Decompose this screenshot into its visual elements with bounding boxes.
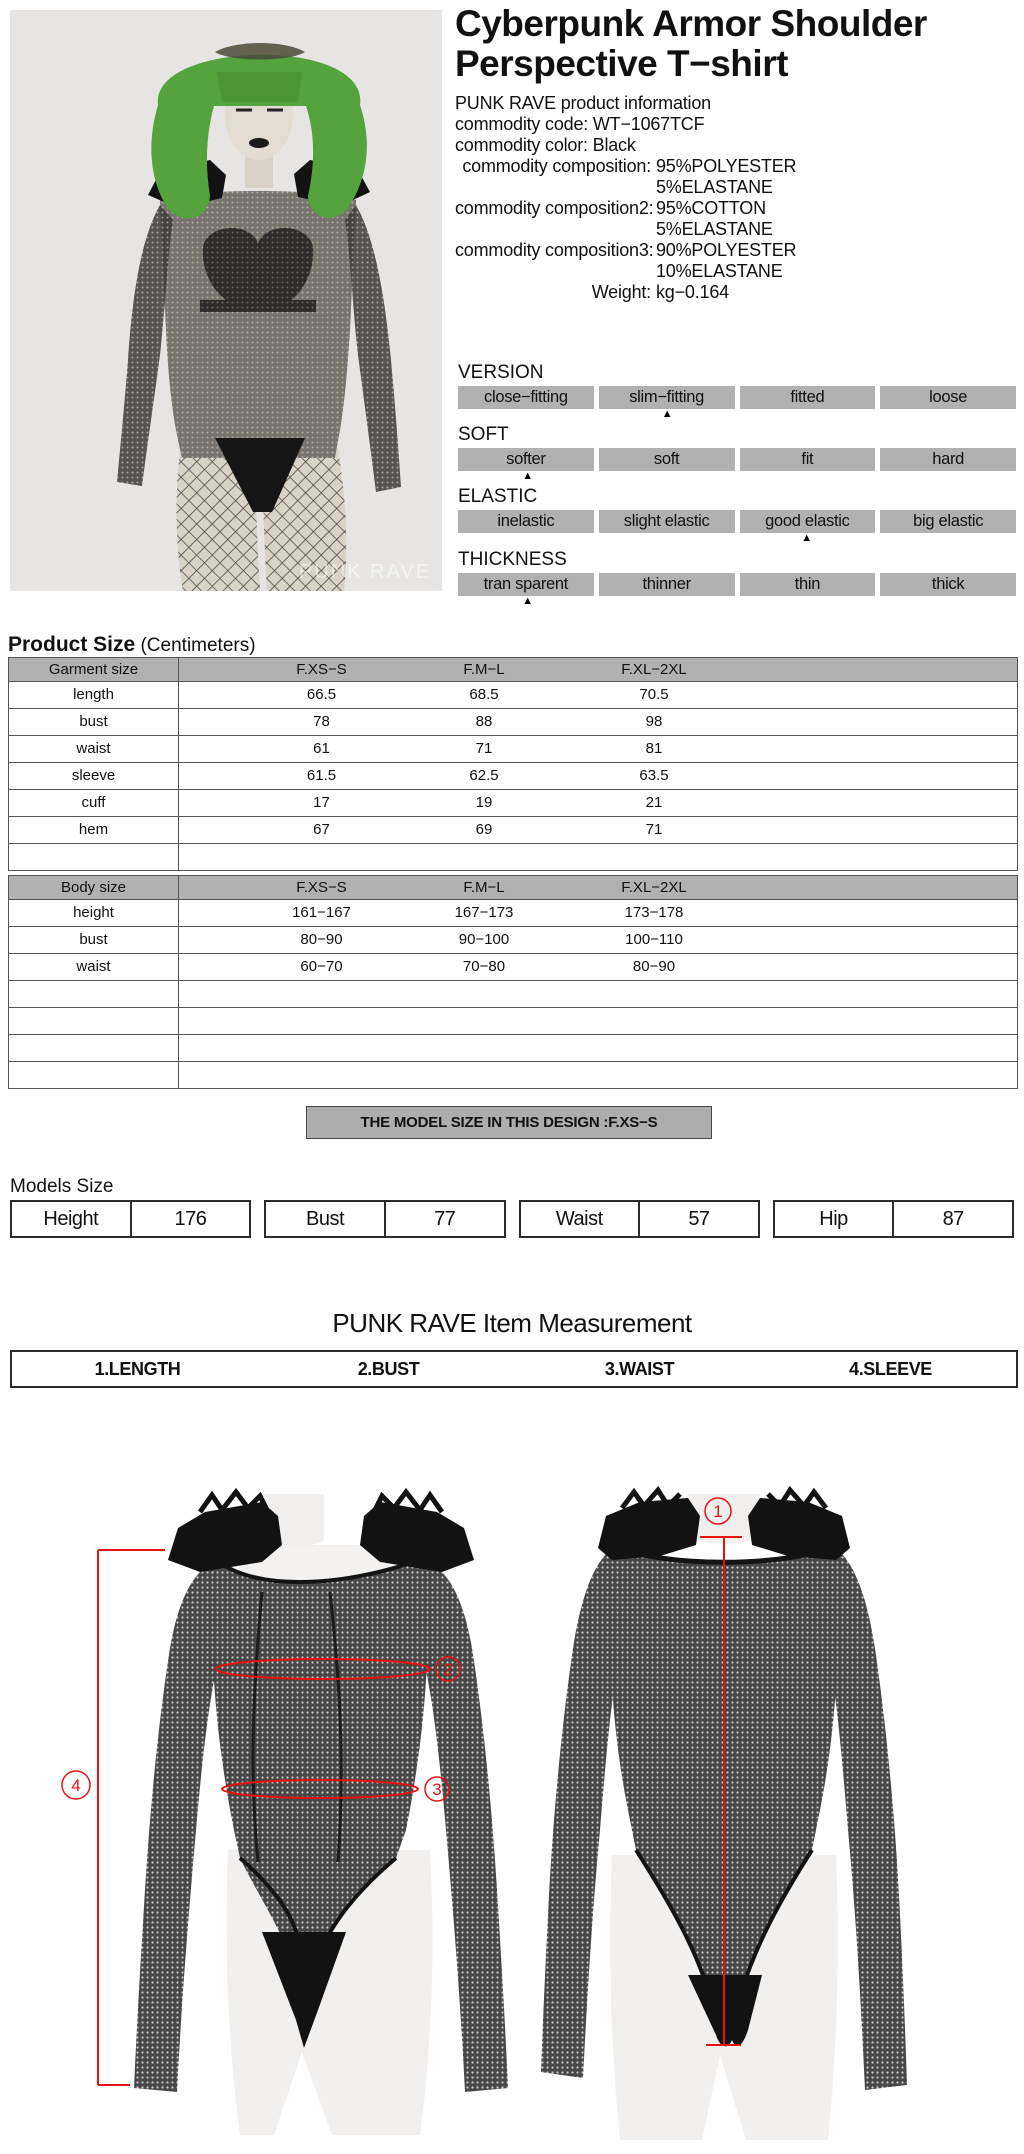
table-row: [9, 1035, 1017, 1062]
table-row: cuff 17 19 21: [9, 790, 1017, 817]
composition3-value: 90%POLYESTER 10%ELASTANE: [656, 239, 797, 281]
info-heading: PUNK RAVE product information: [455, 92, 711, 113]
column-header: F.XL−2XL: [621, 879, 687, 896]
title-line-1: Cyberpunk Armor Shoulder: [455, 3, 927, 44]
commodity-code: commodity code: WT−1067TCF: [455, 113, 705, 134]
body-size-table: [8, 875, 1018, 1089]
weight-label: Weight:: [591, 281, 651, 302]
version-options: [458, 386, 1016, 409]
measurement-item: 2.BUST: [357, 1359, 420, 1379]
measurement-item: 4.SLEEVE: [849, 1359, 932, 1379]
table-row: [9, 1008, 1017, 1035]
thickness-label: THICKNESS: [458, 549, 567, 570]
selected-marker-arrow-icon: ▲: [522, 470, 534, 482]
models-size-label: Waist: [521, 1202, 641, 1236]
table-row: [9, 981, 1017, 1008]
composition1-value: 95%POLYESTER 5%ELASTANE: [656, 155, 797, 197]
attribute-thickness: [458, 550, 1016, 610]
annotation-label-2: 2: [443, 1660, 453, 1679]
measurement-title: PUNK RAVE Item Measurement: [332, 1308, 692, 1338]
elastic-options: [458, 510, 1016, 533]
table-row: [9, 1062, 1017, 1088]
measurement-diagram: [0, 1450, 1024, 2154]
commodity-color: commodity color: Black: [455, 134, 636, 155]
version-label: VERSION: [458, 362, 544, 383]
elastic-label: ELASTIC: [458, 486, 538, 507]
version-option: slim−fitting: [599, 386, 735, 409]
annotation-label-3: 3: [432, 1780, 442, 1799]
models-size-entry: [264, 1200, 505, 1238]
table-row: waist 61 71 81: [9, 736, 1017, 763]
thickness-option: thinner: [599, 573, 735, 596]
thickness-options: [458, 573, 1016, 596]
photo-watermark: PUNK RAVE: [298, 561, 432, 583]
elastic-option: big elastic: [880, 510, 1016, 533]
column-header: F.M−L: [463, 879, 505, 896]
garment-diagram-svg: [0, 1450, 1024, 2154]
body-table-header: [9, 876, 1017, 900]
weight-value: kg−0.164: [656, 281, 729, 302]
header: [455, 4, 1021, 303]
models-size-value: 77: [434, 1208, 456, 1230]
model-lips: [249, 138, 269, 148]
table-row: bust 78 88 98: [9, 709, 1017, 736]
product-size-title-unit: (Centimeters): [140, 635, 256, 656]
column-header: Garment size: [9, 658, 179, 681]
column-header: F.XL−2XL: [621, 661, 687, 678]
soft-option: soft: [599, 448, 735, 471]
version-option: loose: [880, 386, 1016, 409]
table-row: bust 80−90 90−100 100−110: [9, 927, 1017, 954]
product-size-title: [8, 633, 256, 657]
selected-marker-arrow-icon: ▲: [661, 408, 673, 420]
column-header: F.XS−S: [296, 879, 347, 896]
thickness-option: thin: [740, 573, 876, 596]
measurement-legend: [10, 1350, 1018, 1388]
measurement-item: 3.WAIST: [604, 1359, 675, 1379]
product-info: [455, 93, 1021, 303]
attribute-elastic: [458, 487, 1016, 547]
model-hair-fringe: [217, 72, 302, 102]
composition1-label: commodity composition:: [462, 155, 651, 176]
table-row: waist 60−70 70−80 80−90: [9, 954, 1017, 981]
version-option: fitted: [740, 386, 876, 409]
models-size-label: Height: [12, 1202, 132, 1236]
elastic-option: inelastic: [458, 510, 594, 533]
models-size-table: [10, 1200, 1014, 1238]
product-size-title-main: Product Size: [8, 633, 136, 656]
models-size-value: 87: [942, 1208, 964, 1230]
composition2-label: commodity composition2:: [455, 197, 654, 218]
garment-front-view: [134, 1492, 508, 2135]
model-photo-illustration: [10, 10, 442, 591]
page-title: [455, 4, 1021, 85]
table-row: sleeve 61.5 62.5 63.5: [9, 763, 1017, 790]
models-size-entry: [773, 1200, 1014, 1238]
model-photo: [10, 10, 442, 591]
column-header: F.XS−S: [296, 661, 347, 678]
soft-option: hard: [880, 448, 1016, 471]
elastic-option: good elastic: [740, 510, 876, 533]
mesh-top-torso: [160, 191, 356, 458]
composition2-value: 95%COTTON 5%ELASTANE: [656, 197, 773, 239]
thickness-option: thick: [880, 573, 1016, 596]
models-size-label: Bust: [266, 1202, 386, 1236]
soft-options: [458, 448, 1016, 471]
models-size-title: Models Size: [10, 1176, 114, 1197]
table-row: height 161−167 167−173 173−178: [9, 900, 1017, 927]
models-size-value: 57: [688, 1208, 710, 1230]
title-line-2: Perspective T−shirt: [455, 43, 788, 85]
elastic-option: slight elastic: [599, 510, 735, 533]
attribute-soft: [458, 425, 1016, 485]
measurement-item: 1.LENGTH: [94, 1359, 181, 1379]
model-size-banner: THE MODEL SIZE IN THIS DESIGN :F.XS−S: [306, 1106, 712, 1139]
column-header: F.M−L: [463, 661, 505, 678]
garment-size-table: [8, 657, 1018, 871]
version-option: close−fitting: [458, 386, 594, 409]
table-row: length 66.5 68.5 70.5: [9, 682, 1017, 709]
soft-option: softer: [458, 448, 594, 471]
garment-table-header: [9, 658, 1017, 682]
shoulder-pad-back-left: [598, 1498, 700, 1560]
column-header: Body size: [9, 876, 179, 899]
soft-label: SOFT: [458, 424, 509, 445]
models-size-entry: [519, 1200, 760, 1238]
composition3-label: commodity composition3:: [455, 239, 654, 260]
sleeve-front-left: [134, 1562, 224, 2092]
annotation-label-4: 4: [71, 1776, 81, 1795]
selected-marker-arrow-icon: ▲: [522, 595, 534, 607]
soft-option: fit: [740, 448, 876, 471]
models-size-label: Hip: [775, 1202, 895, 1236]
table-row: [9, 844, 1017, 870]
table-row: hem 67 69 71: [9, 817, 1017, 844]
models-size-entry: [10, 1200, 251, 1238]
sleeve-front-right: [418, 1562, 508, 2092]
shoulder-pad-back-right: [748, 1498, 850, 1560]
thickness-option: tran sparent: [458, 573, 594, 596]
attribute-version: [458, 363, 1016, 423]
annotation-label-1: 1: [713, 1502, 723, 1521]
models-size-value: 176: [174, 1208, 207, 1230]
selected-marker-arrow-icon: ▲: [801, 532, 813, 544]
